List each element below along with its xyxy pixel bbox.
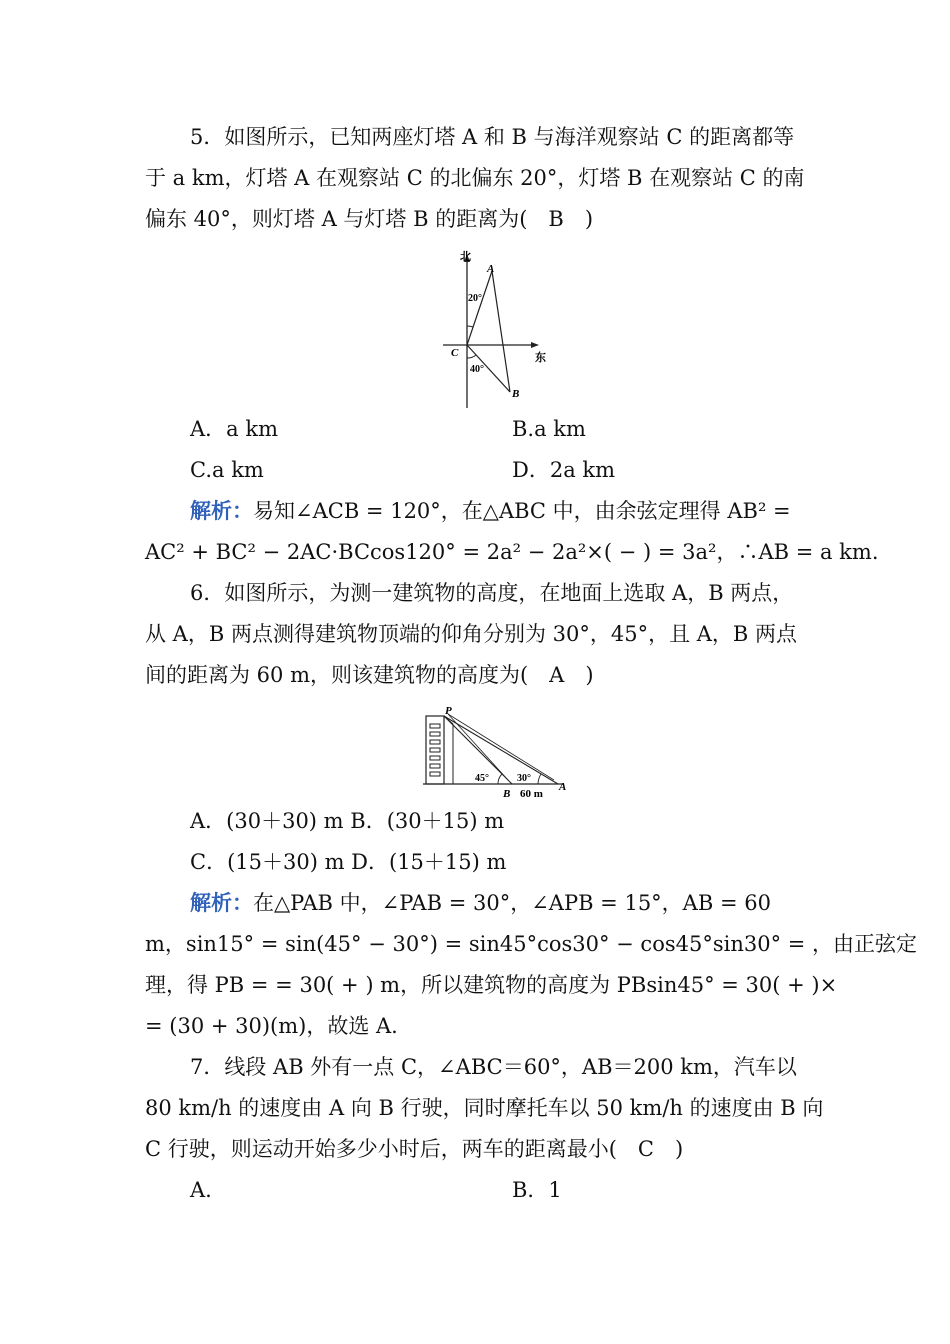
q6-solution-line-1: 解析：在△PAB 中，∠PAB = 30°，∠APB = 15°，AB = 60 xyxy=(190,890,771,915)
q6-solution-line-2: m，sin15° = sin(45° − 30°) = sin45°cos30° − cos45°sin30° = ，由正弦定 xyxy=(145,932,918,956)
q6-solution-line-4: = (30 + 30)(m)，故选 A. xyxy=(145,1014,398,1038)
q6-options-cd: C．(15＋30) m D．(15＋15) m xyxy=(190,850,507,874)
solution-label: 解析： xyxy=(190,498,253,523)
q5-solution-line-2: AC² + BC² − 2AC·BCcos120° = 2a² − 2a²×( − ) = 3a²，∴AB = a km. xyxy=(145,540,879,564)
q5-option-a: A．a km xyxy=(190,417,278,441)
north-label: 北 xyxy=(460,251,471,263)
q5-option-c: C.a km xyxy=(190,458,264,482)
distance-label: 60 m xyxy=(520,788,543,800)
point-a-label: A xyxy=(487,263,495,275)
q6-solution-line-3: 理，得 PB = = 30( + ) m，所以建筑物的高度为 PBsin45° = 30( + )× xyxy=(145,973,838,997)
solution-label: 解析： xyxy=(190,890,253,915)
q5-solution-line-1: 解析：易知∠ACB = 120°，在△ABC 中，由余弦定理得 AB² = xyxy=(190,498,791,523)
angle-40-label: 40° xyxy=(470,364,484,375)
q7-line-1: 7．线段 AB 外有一点 C，∠ABC＝60°，AB＝200 km，汽车以 xyxy=(190,1055,797,1079)
angle-30-label: 30° xyxy=(517,773,531,784)
q7-option-a: A. xyxy=(190,1178,212,1202)
angle-45-label: 45° xyxy=(475,773,489,784)
q7-line-2: 80 km/h 的速度由 A 向 B 行驶，同时摩托车以 50 km/h 的速度由 B 向 xyxy=(145,1096,824,1120)
q5-option-b: B.a km xyxy=(512,417,586,441)
q5-option-d: D．2a km xyxy=(512,458,616,482)
q5-line-2: 于 a km，灯塔 A 在观察站 C 的北偏东 20°，灯塔 B 在观察站 C 的南 xyxy=(145,166,805,190)
point-p-label: P xyxy=(445,705,452,717)
q7-option-b: B．1 xyxy=(512,1178,562,1202)
q6-line-3: 间的距离为 60 m，则该建筑物的高度为( A ) xyxy=(145,663,594,687)
point-b-label: B xyxy=(503,788,511,800)
angle-20-label: 20° xyxy=(468,293,482,304)
q5-bearing-figure xyxy=(435,248,555,410)
q7-line-3: C 行驶，则运动开始多少小时后，两车的距离最小( C ) xyxy=(145,1137,684,1161)
q5-line-1: 5．如图所示，已知两座灯塔 A 和 B 与海洋观察站 C 的距离都等 xyxy=(190,125,795,149)
east-label: 东 xyxy=(535,352,546,364)
point-b-label: B xyxy=(512,388,520,400)
q6-building-figure xyxy=(418,702,570,802)
q5-line-3: 偏东 40°，则灯塔 A 与灯塔 B 的距离为( B ) xyxy=(145,207,594,231)
q6-options-ab: A．(30＋30) m B．(30＋15) m xyxy=(190,809,505,833)
q6-line-2: 从 A，B 两点测得建筑物顶端的仰角分别为 30°，45°，且 A，B 两点 xyxy=(145,622,798,646)
point-a-label: A xyxy=(559,781,567,793)
point-c-label: C xyxy=(451,347,459,359)
q6-line-1: 6．如图所示，为测一建筑物的高度，在地面上选取 A，B 两点， xyxy=(190,581,794,605)
